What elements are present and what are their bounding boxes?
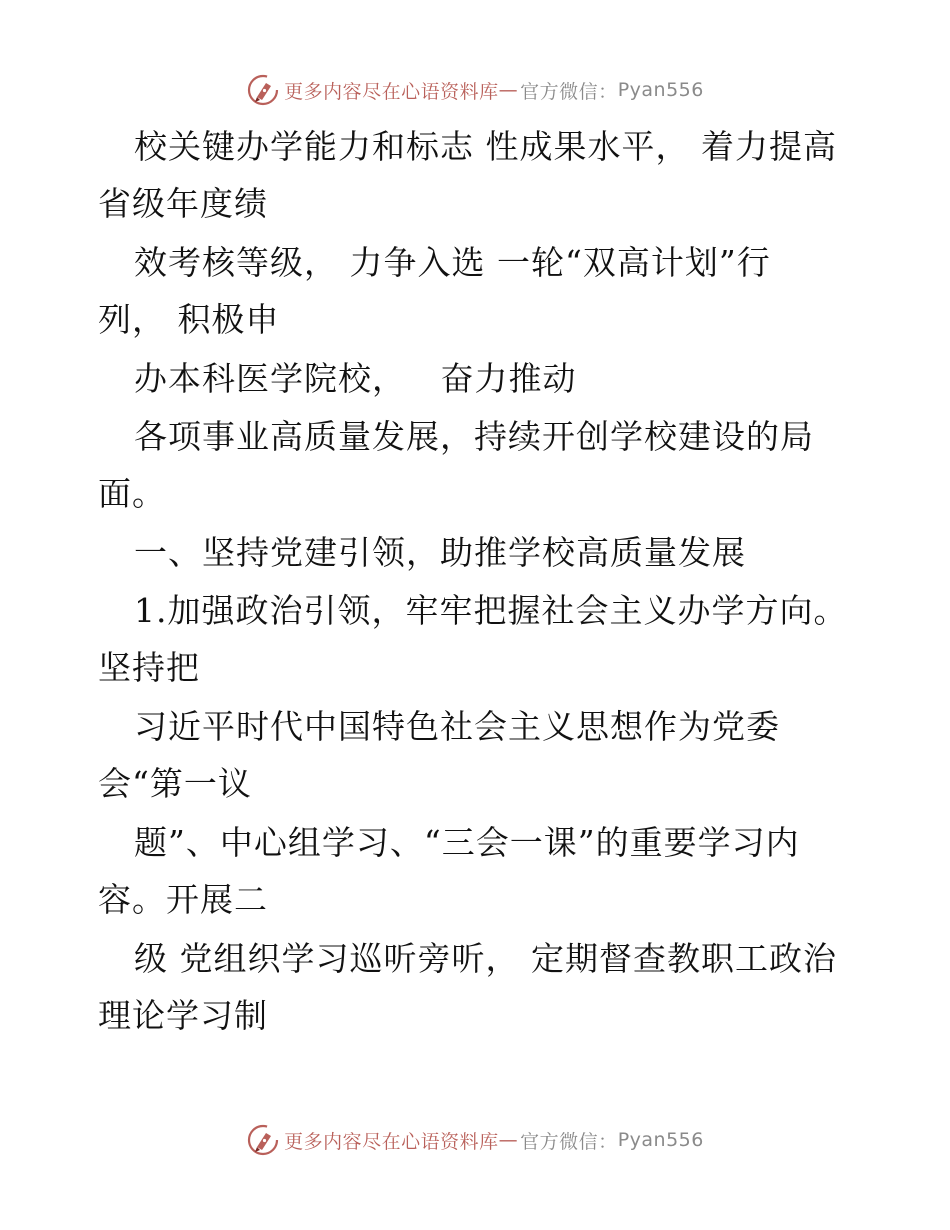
section-heading: 一、坚持党建引领，助推学校高质量发展 xyxy=(134,533,746,572)
banner-wechat-label: 官方微信： xyxy=(520,1130,618,1153)
banner-separator: — xyxy=(498,79,519,101)
body-line: 省级年度绩 xyxy=(98,184,268,223)
body-line: 效考核等级， 力争入选 一轮“双高计划”行 xyxy=(134,243,771,282)
body-line: 习近平时代中国特色社会主义思想作为党委 xyxy=(134,707,780,746)
body-line: 坚持把 xyxy=(98,648,200,687)
banner-wechat-label: 官方微信： xyxy=(520,80,618,103)
body-line: 理论学习制 xyxy=(98,996,268,1035)
body-line: 题”、中心组学习、“三会一课”的重要学习内 xyxy=(134,823,800,862)
body-line: 列， 积极申 xyxy=(98,300,280,339)
banner-site-name: 更多内容尽在心语资料库 xyxy=(284,80,499,103)
body-line: 会“第一议 xyxy=(98,764,252,803)
body-line: 1.加强政治引领，牢牢把握社会主义办学方向。 xyxy=(134,591,848,630)
body-line: 办本科医学院校， 奋力推动 xyxy=(134,359,577,398)
pen-nib-logo-icon xyxy=(246,1123,280,1157)
banner-wechat-id: Pyan556 xyxy=(617,1129,704,1151)
banner-site-name: 更多内容尽在心语资料库 xyxy=(284,1130,499,1153)
body-line: 各项事业高质量发展，持续开创学校建设的局 xyxy=(134,417,814,456)
footer-watermark-banner xyxy=(0,1120,950,1160)
banner-separator: — xyxy=(498,1129,519,1151)
body-line: 级 党组织学习巡听旁听， 定期督查教职工政治 xyxy=(134,939,837,978)
body-line: 容。开展二 xyxy=(98,880,268,919)
body-line: 校关键办学能力和标志 性成果水平， 着力提高 xyxy=(134,127,837,166)
body-line: 面。 xyxy=(98,474,166,513)
banner-wechat-id: Pyan556 xyxy=(617,79,704,101)
